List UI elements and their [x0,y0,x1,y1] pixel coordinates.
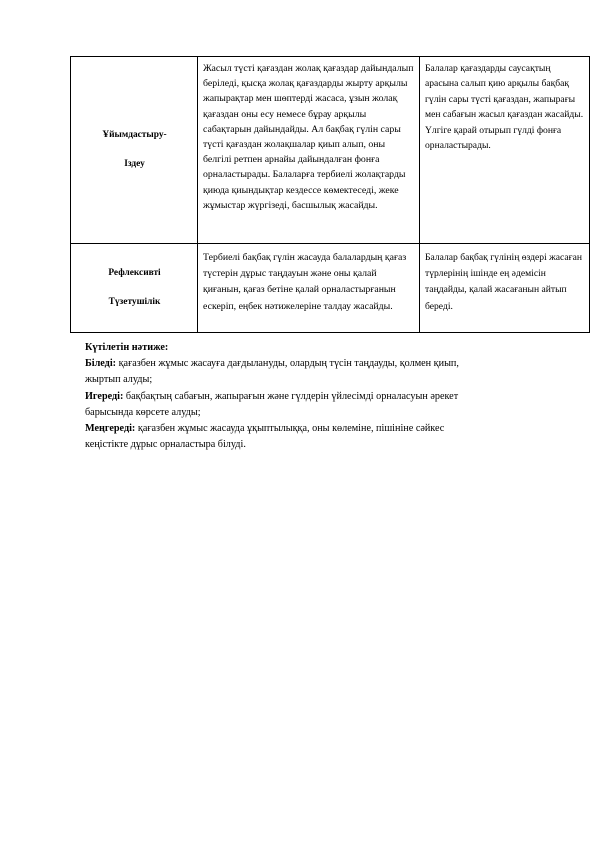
children-activity-cell: Балалар бақбақ гүлінің өздері жасаған түрлерінің ішінде ең әдемісін таңдайды, қалай жасағанын айтып береді. [420,244,590,333]
stage-label: Ұйымдастыру- [102,129,167,140]
results-heading: Күтілетін нәтиже: [85,342,169,353]
result-text: қағазбен жұмыс жасауға дағдылануды, олардың түсін таңдауды, қолмен қиып, [116,358,459,370]
table-row [71,57,590,244]
result-text: қағазбен жұмыс жасауда ұқыптылыққа, оны көлеміне, пішініне сәйкес [135,423,445,435]
result-item [85,356,555,372]
result-text-continued: кеңістікте дұрыс орналастыра білуді. [85,439,246,451]
lesson-table [70,56,590,333]
result-text-continued: жыртып алуды; [85,374,153,386]
result-text-continued: барысында көрсете алуды; [85,406,201,418]
result-item [85,389,555,405]
table-row [71,244,590,333]
result-text: бақбақтың сабағын, жапырағын және гүлдерін үйлесімді орналасуын әрекет [123,390,459,402]
stage-cell [71,244,198,333]
result-label: Біледі: [85,358,117,370]
teacher-activity-cell: Тербиелі бақбақ гүлін жасауда балалардың қағаз түстерін дұрыс таңдауын және оны қалай қиғанын, қағаз бетіне қалай орналастырғанын ескеріп, еңбек нәтижелеріне талдау жасайды. [198,244,420,333]
stage-cell [71,57,198,244]
result-item [85,421,555,437]
stage-label: Рефлексивті [108,267,161,278]
result-label: Меңгереді: [85,423,136,435]
result-label: Игереді: [85,390,124,402]
teacher-activity-cell: Жасыл түсті қағаздан жолақ қағаздар дайындалып беріледі, қысқа жолақ қағаздарды жырту арқылы жапырақтар мен шөптерді жасаса, ұзын жолақ қағаздан оны есу немесе бұрау арқылы сабақтарын дайындайды. Ал бақбақ гүлін сары түсті қағаздан жолақшалар қиып алып, оны белгілі ретпен арнайы дайындалған фонға орналастырады. Балаларға тербиелі жолақтарды қиюда қиындықтар кездессе көмектеседі, жеке жұмыстар жүргізеді, басшылық жасайды. [198,57,420,244]
stage-sublabel: Іздеу [124,159,145,169]
stage-sublabel: Түзетушілік [108,297,161,307]
children-activity-cell: Балалар қағаздарды саусақтың арасына салып қию арқылы бақбақ гүлін сары түсті қағаздан, жапырағы мен сабағын жасыл қағаздан жасайды. Үлгіге қарай отырып гүлді фонға орналастырады. [420,57,590,244]
expected-results [85,340,555,453]
